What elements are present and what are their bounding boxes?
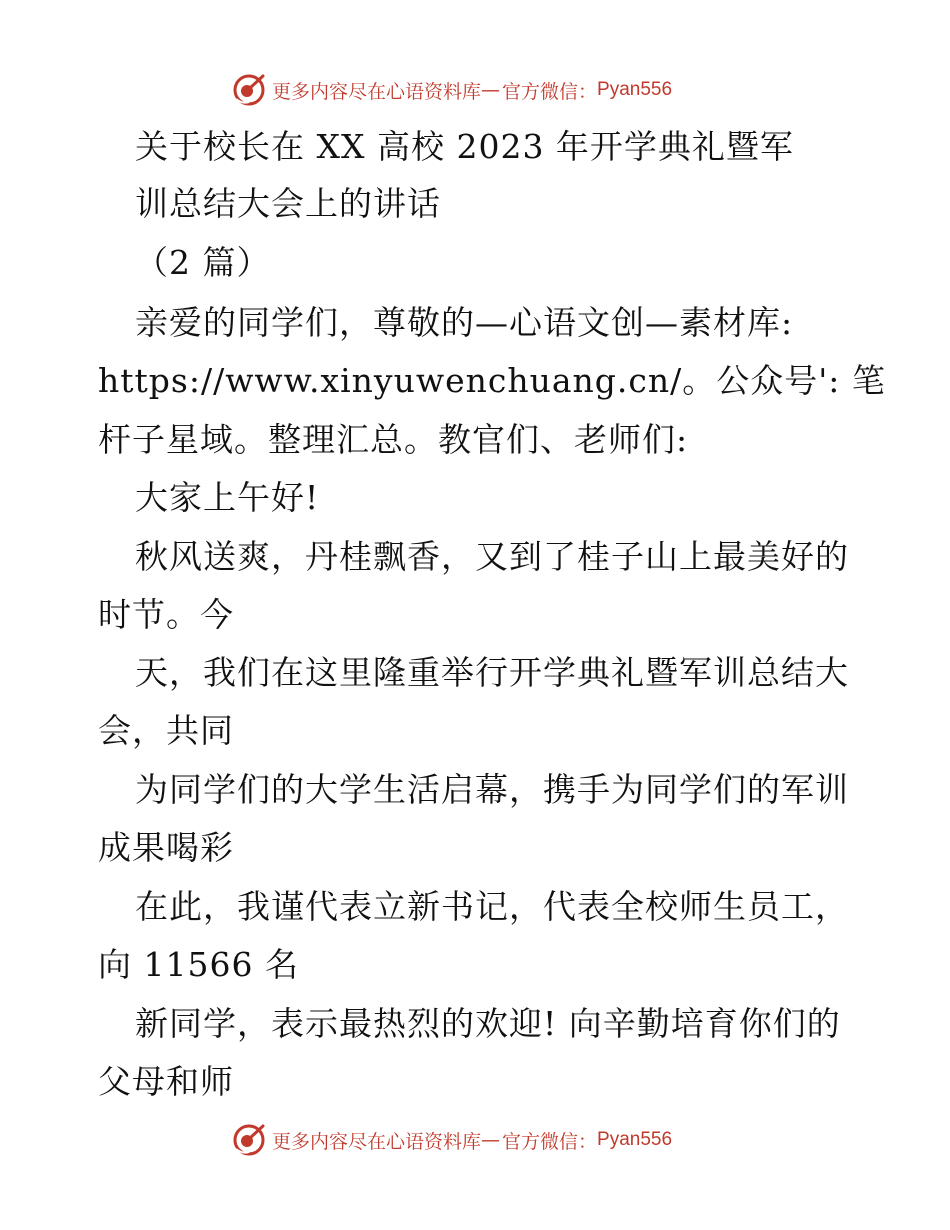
body-line: 向 11566 名 (98, 945, 299, 984)
body-line: 在此，我谨代表立新书记，代表全校师生员工， (135, 887, 849, 926)
body-line: 杆子星域。整理汇总。教官们、老师们: (98, 420, 689, 459)
document-title-line-2: 训总结大会上的讲话 (135, 184, 441, 223)
body-line: 会，共同 (98, 711, 234, 750)
body-line: 秋风送爽，丹桂飘香，又到了桂子山上最美好的 (135, 537, 849, 576)
body-line: https://www.xinyuwenchuang.cn/。公众号': 笔 (98, 361, 886, 400)
banner-dash: — (481, 79, 501, 101)
banner-dash: — (481, 1129, 501, 1151)
brush-logo-icon (232, 73, 266, 107)
document-count: （2 篇） (135, 243, 271, 282)
body-line: 大家上午好! (135, 478, 320, 517)
document-title-line-1: 关于校长在 XX 高校 2023 年开学典礼暨军 (135, 127, 794, 166)
body-line: 成果喝彩 (98, 828, 234, 867)
banner-text: 更多内容尽在心语资料库 (272, 1130, 482, 1153)
brush-logo-icon (232, 1123, 266, 1157)
body-line: 新同学，表示最热烈的欢迎! 向辛勤培育你们的 (135, 1004, 841, 1043)
body-line: 时节。今 (98, 595, 234, 634)
body-line: 为同学们的大学生活启幕，携手为同学们的军训 (135, 770, 849, 809)
banner-wechat-id: Pyan556 (597, 79, 673, 100)
header-banner (232, 70, 672, 110)
body-line: 天，我们在这里隆重举行开学典礼暨军训总结大 (135, 653, 849, 692)
body-line: 父母和师 (98, 1062, 234, 1101)
banner-text: 更多内容尽在心语资料库 (272, 80, 482, 103)
banner-wechat-label: 官方微信： (502, 1130, 598, 1153)
body-line: 亲爱的同学们，尊敬的—心语文创—素材库: (135, 303, 794, 342)
banner-wechat-id: Pyan556 (597, 1129, 673, 1150)
banner-wechat-label: 官方微信： (502, 80, 598, 103)
footer-banner (232, 1120, 672, 1160)
